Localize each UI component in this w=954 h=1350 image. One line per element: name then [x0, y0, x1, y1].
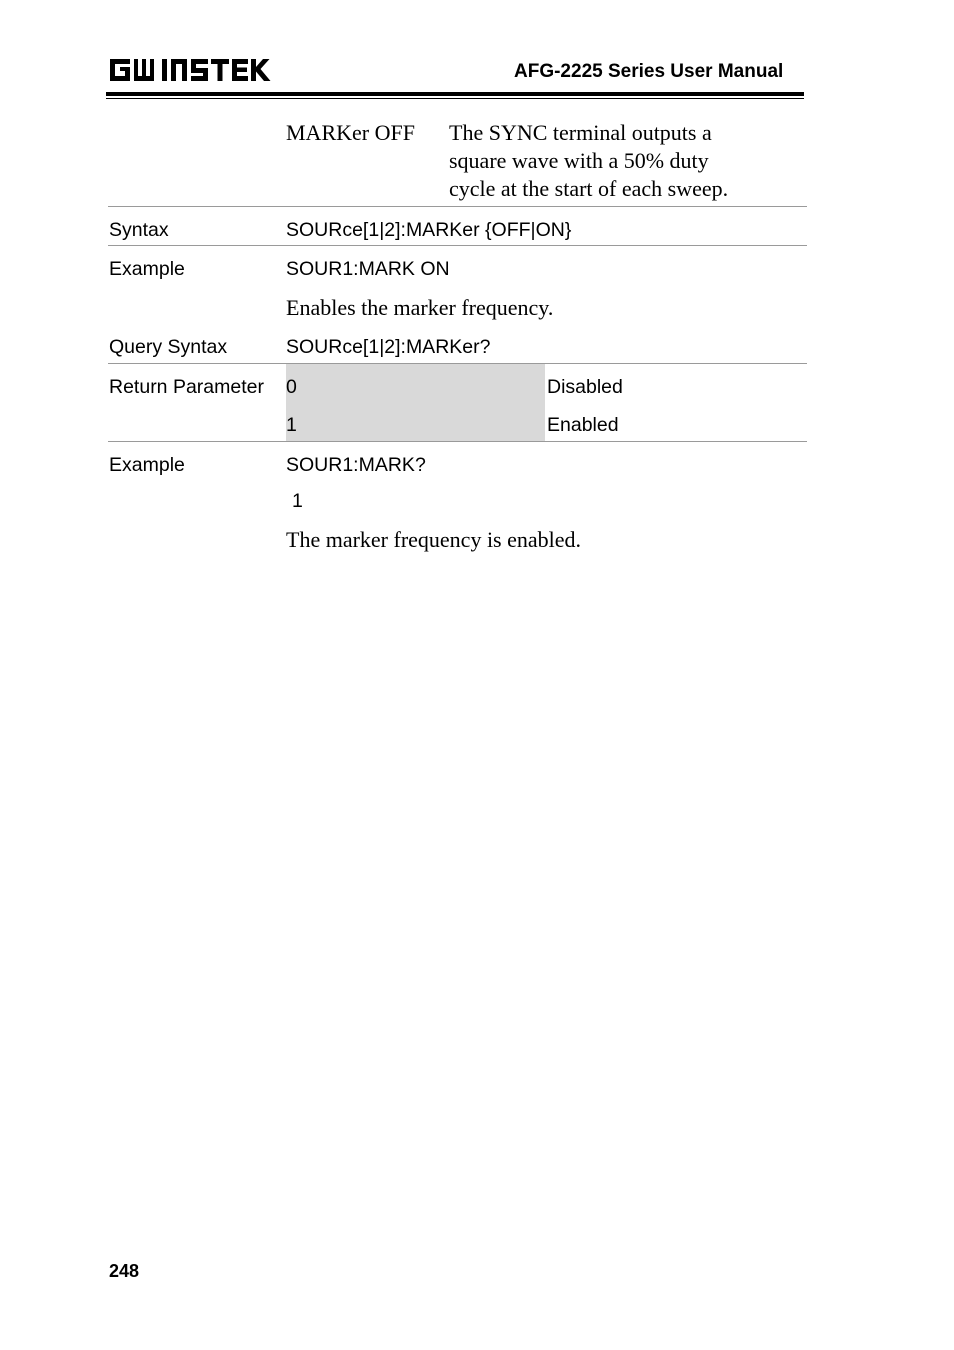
marker-off-description-line: square wave with a 50% duty — [449, 148, 709, 173]
marker-off-term: MARKer OFF — [286, 120, 415, 145]
return-meaning: Disabled — [547, 376, 623, 398]
page-number: 248 — [109, 1261, 140, 1281]
query-syntax-label: Query Syntax — [109, 336, 228, 358]
return-value: 1 — [286, 414, 297, 436]
example-command: SOUR1:MARK ON — [286, 258, 450, 280]
return-parameter-label: Return Parameter — [109, 376, 264, 398]
row-divider — [108, 245, 807, 246]
marker-off-description-line: cycle at the start of each sweep. — [449, 176, 729, 201]
return-value: 0 — [286, 376, 297, 398]
return-meaning: Enabled — [547, 414, 619, 436]
example-label: Example — [109, 454, 185, 476]
example-label: Example — [109, 258, 185, 280]
brand-logo — [108, 52, 280, 86]
example-response: 1 — [292, 490, 303, 512]
syntax-label: Syntax — [109, 219, 169, 241]
marker-off-description-line: The SYNC terminal outputs a — [449, 120, 712, 145]
manual-title: AFG-2225 Series User Manual — [514, 61, 784, 82]
syntax-command: SOURce[1|2]:MARKer {OFF|ON} — [286, 219, 572, 241]
example-description: The marker frequency is enabled. — [286, 527, 582, 552]
row-divider — [108, 206, 807, 207]
gw-instek-logo-icon — [108, 52, 280, 86]
return-parameter-value-column — [286, 364, 545, 441]
query-syntax-command: SOURce[1|2]:MARKer? — [286, 336, 491, 358]
example-description: Enables the marker frequency. — [286, 295, 554, 320]
row-divider — [108, 441, 807, 442]
header-rule-thick — [106, 92, 804, 96]
example-command: SOUR1:MARK? — [286, 454, 426, 476]
header-rule-thin — [106, 98, 804, 99]
